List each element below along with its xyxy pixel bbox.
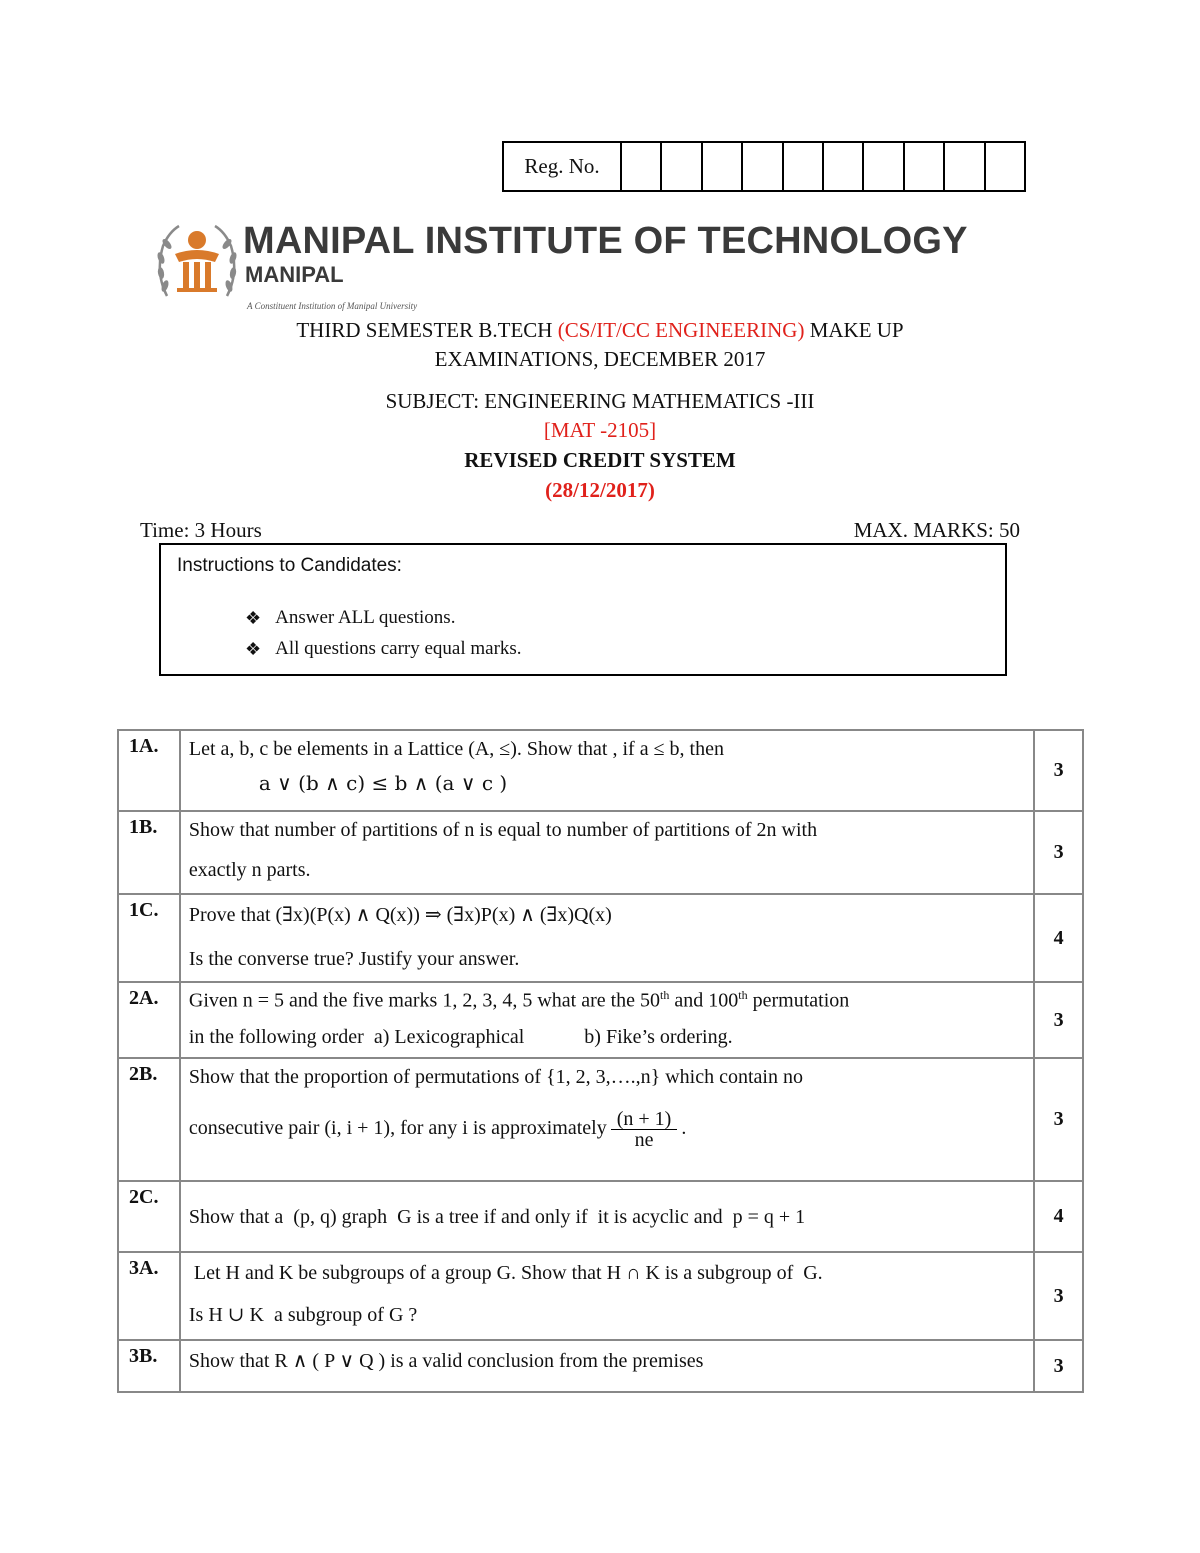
question-line: Show that a (p, q) graph G is a tree if and only if it is acyclic and p = q + 1 [188,1205,806,1228]
emblem-icon [153,218,241,312]
instruction-item [245,638,522,660]
institute-name: MANIPAL INSTITUTE OF TECHNOLOGY [243,220,968,262]
question-row [118,894,1083,982]
question-marks: 3 [1034,1252,1083,1340]
question-marks: 4 [1034,1181,1083,1252]
exam-duration: Time: 3 Hours [140,518,262,542]
question-fragment: and 100 [669,989,739,1012]
superscript: th [738,988,748,1002]
diamond-bullet-icon: ❖ [245,607,262,628]
question-fragment: permutation [747,989,850,1012]
question-text [180,1058,1034,1181]
question-text [180,894,1034,982]
question-number: 3A. [118,1252,180,1340]
question-line: Is the converse true? Justify your answer. [188,948,520,970]
question-row [118,730,1083,811]
question-row [118,1340,1083,1392]
question-number: 1A. [118,730,180,811]
reg-no-cell[interactable] [945,143,985,190]
question-row [118,982,1083,1058]
question-row [118,811,1083,894]
institute-logo [153,218,1053,318]
question-marks: 3 [1034,1058,1083,1181]
question-fragment: consecutive pair (i, i + 1), for any i is approximately [188,1117,607,1140]
instructions-title: Instructions to Candidates: [177,555,402,576]
question-text [180,1252,1034,1340]
question-number: 3B. [118,1340,180,1392]
subject-code: [MAT -2105] [543,418,657,442]
superscript: th [660,988,670,1002]
instruction-text: All questions carry equal marks. [275,638,522,659]
question-line [189,989,1025,1011]
question-row [118,1181,1083,1252]
question-text [180,811,1034,894]
exam-title-line1 [0,318,1200,343]
question-row [118,1252,1083,1340]
credit-system: REVISED CREDIT SYSTEM [464,448,736,472]
instructions-box [159,543,1007,676]
question-number: 1C. [118,894,180,982]
question-number: 1B. [118,811,180,894]
diamond-bullet-icon: ❖ [245,638,262,659]
question-line: Show that the proportion of permutations of {1, 2, 3,….,n} which contain no [188,1066,803,1088]
instruction-item [245,607,455,629]
reg-no-cell[interactable] [905,143,945,190]
question-line: Prove that (∃x)(P(x) ∧ Q(x)) ⇒ (∃x)P(x) ∧ (∃x)Q(x) [188,904,612,926]
exam-title-line2: EXAMINATIONS, DECEMBER 2017 [434,347,766,371]
institute-location: MANIPAL [245,262,344,287]
question-marks: 3 [1034,811,1083,894]
question-line: Let a, b, c be elements in a Lattice (A, ≤). Show that , if a ≤ b, then [188,738,724,760]
reg-no-cell[interactable] [622,143,662,190]
question-number: 2C. [118,1181,180,1252]
question-line: a ∨ (b ∧ c) ≤ b ∧ (a ∨ c ) [258,771,508,795]
question-text [180,1181,1034,1252]
time-marks-row [140,518,1020,543]
question-text [180,1340,1034,1392]
institute-tagline: A Constituent Institution of Manipal University [247,301,418,311]
subject-title: SUBJECT: ENGINEERING MATHEMATICS -III [385,389,815,413]
reg-no-label: Reg. No. [504,143,622,190]
question-marks: 3 [1034,1340,1083,1392]
exam-semester: THIRD SEMESTER B.TECH [296,318,558,342]
question-text [180,730,1034,811]
question-line: in the following order a) Lexicographical b) Fike’s ordering. [188,1025,733,1048]
question-marks: 3 [1034,982,1083,1058]
exam-type: MAKE UP [804,318,904,342]
reg-no-cell[interactable] [703,143,743,190]
reg-no-cell[interactable] [986,143,1024,190]
question-marks: 4 [1034,894,1083,982]
question-line: Show that number of partitions of n is equal to number of partitions of 2n with [188,819,818,841]
question-line: Let H and K be subgroups of a group G. Show that H ∩ K is a subgroup of G. [188,1262,823,1284]
reg-no-cell[interactable] [864,143,904,190]
question-fragment: . [681,1117,687,1140]
max-marks: MAX. MARKS: 50 [853,518,1020,542]
question-line: exactly n parts. [188,859,311,881]
question-number: 2A. [118,982,180,1058]
fraction [611,1109,678,1150]
question-number: 2B. [118,1058,180,1181]
questions-table [117,729,1084,1393]
instruction-text: Answer ALL questions. [275,607,456,628]
reg-no-cell[interactable] [784,143,824,190]
question-text [180,982,1034,1058]
exam-date: (28/12/2017) [545,478,655,502]
question-marks: 3 [1034,730,1083,811]
reg-no-cell[interactable] [824,143,864,190]
fraction-denominator: ne [634,1129,654,1151]
reg-no-cell[interactable] [662,143,702,190]
question-line [189,1109,1025,1150]
reg-no-cell[interactable] [743,143,783,190]
question-line: Is H ∪ K a subgroup of G ? [188,1304,418,1326]
question-line: Show that R ∧ ( P ∨ Q ) is a valid conclusion from the premises [188,1350,704,1372]
question-row [118,1058,1083,1181]
fraction-numerator: (n + 1) [611,1109,678,1130]
reg-no-box [502,141,1026,192]
question-fragment: Given n = 5 and the five marks 1, 2, 3, 4, 5 what are the 50 [188,989,661,1012]
exam-branch: (CS/IT/CC ENGINEERING) [557,318,805,342]
